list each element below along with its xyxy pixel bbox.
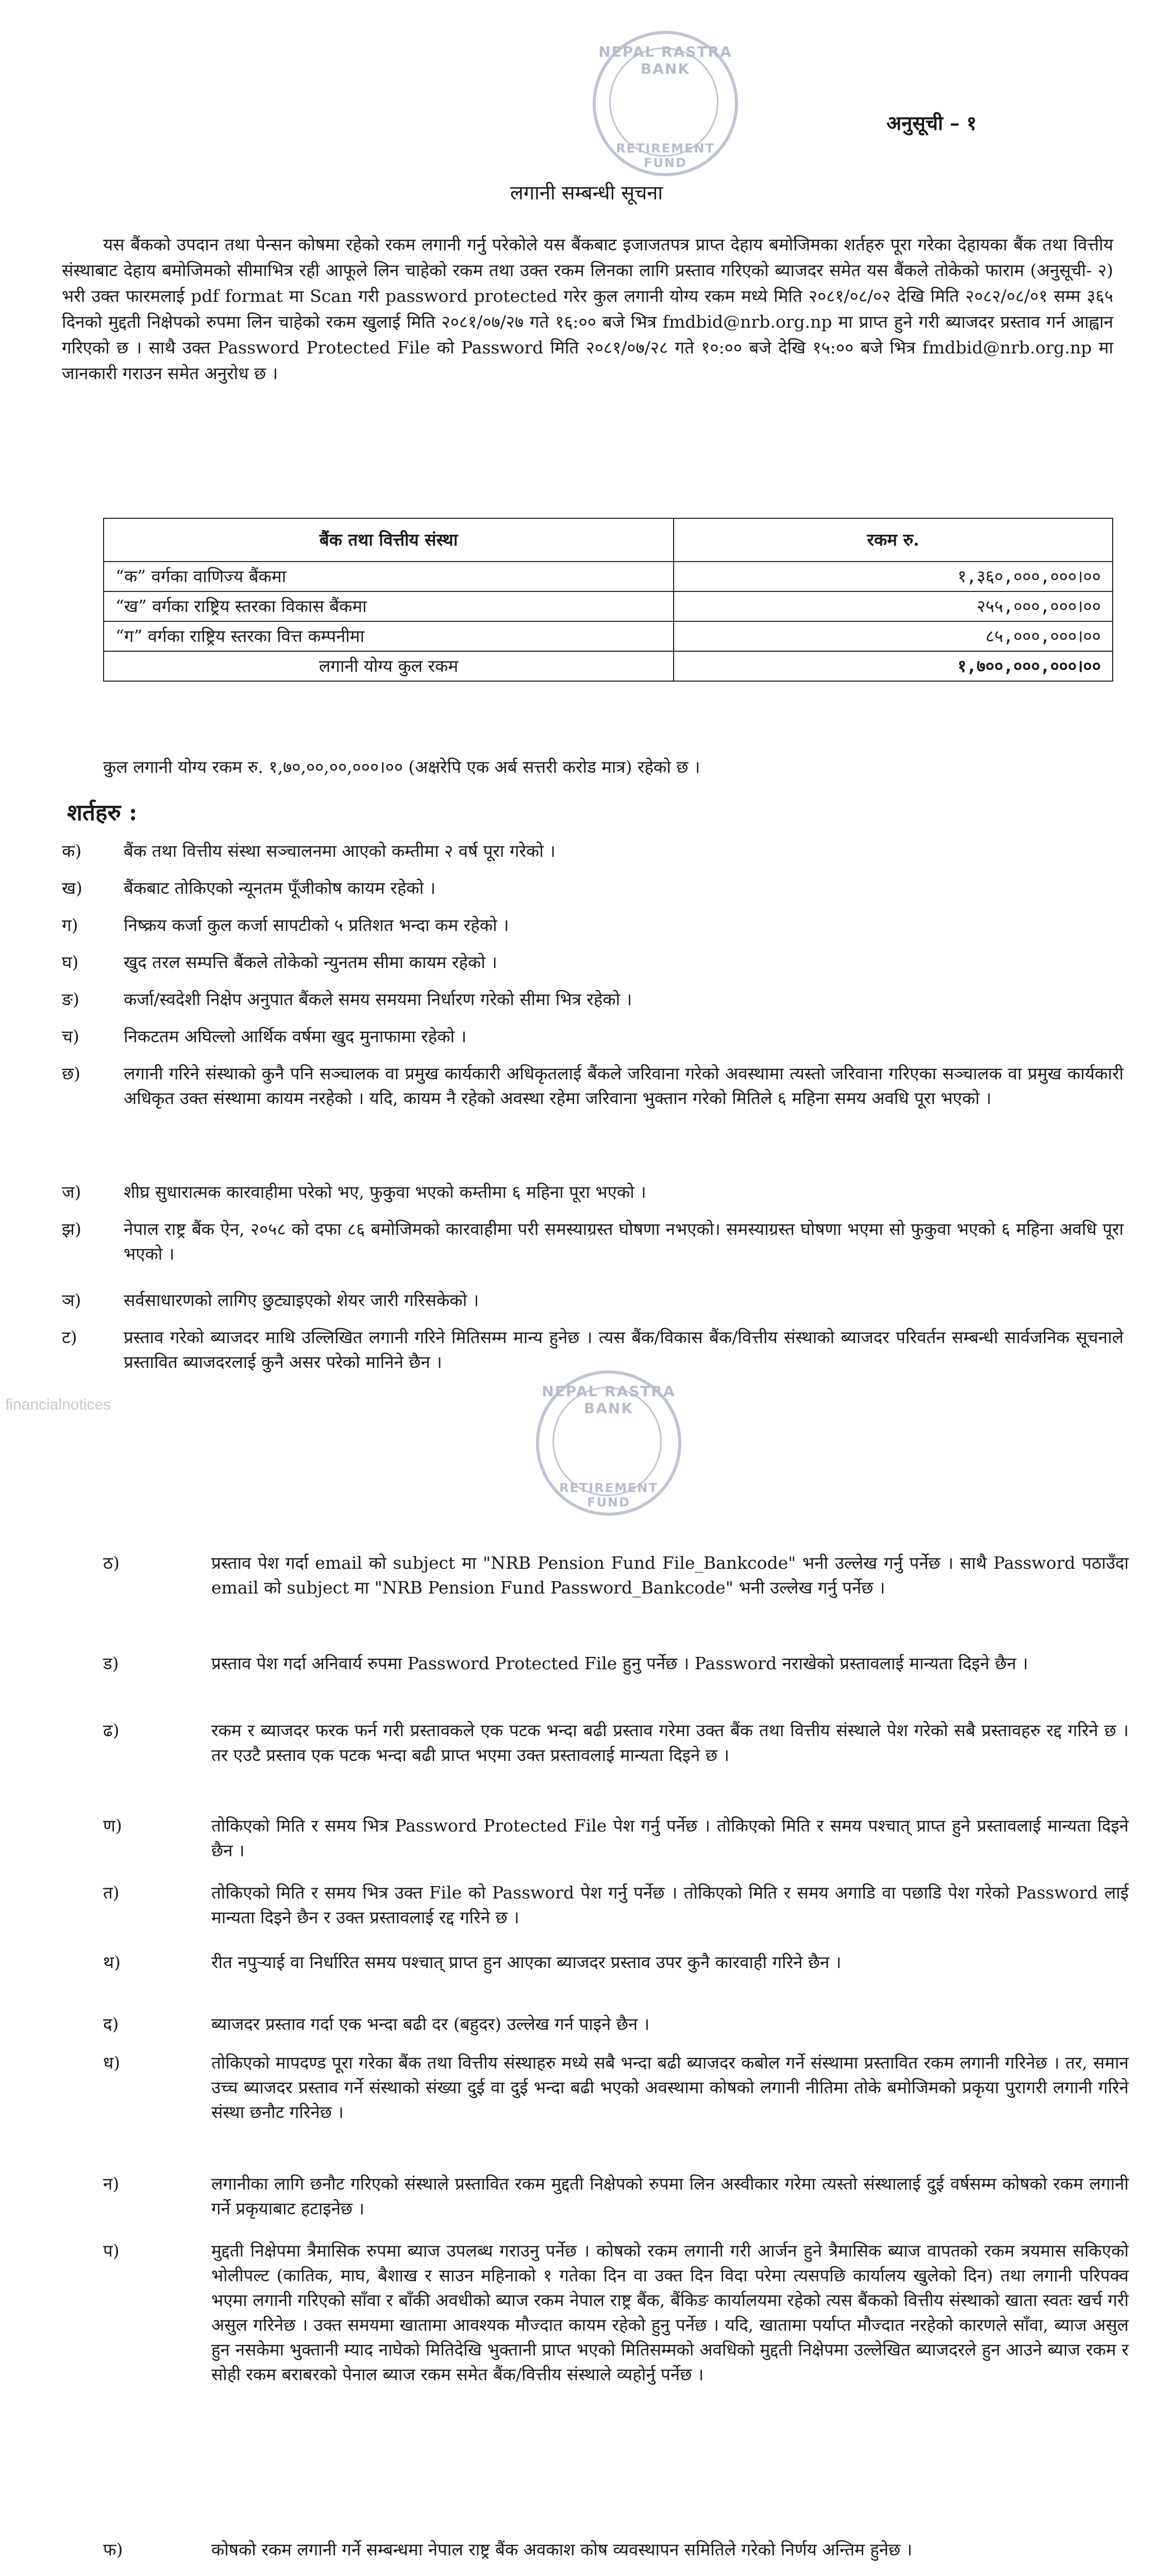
table-total-row (104, 651, 1113, 681)
intro-paragraph: यस बैंकको उपदान तथा पेन्सन कोषमा रहेको रकम लगानी गर्नु परेकोले यस बैंकबाट इजाजतपत्र प्राप्त देहाय बमोजिमका शर्तहरु पूरा गरेका देहायका बैंक तथा वित्तीय संस्थाबाट देहाय बमोजिमको सीमाभित्र रही आफूले लिन चाहेको रकम तथा उक्त रकम लिनका लागि प्रस्ताव गरिएको ब्याजदर समेत यस बैंकले तोकेको फाराम (अनुसूची- २) भरी उक्त फारमलाई pdf format मा Scan गरी password protected गरेर कुल लगानी योग्य रकम मध्ये मिति २०८१/०८/०२ देखि मिति २०८२/०८/०१ सम्म ३६५ दिनको मुद्दती निक्षेपको रुपमा लिन चाहेको रकम खुलाई मिति २०८१/०७/२७ गते १६:०० बजे भित्र fmdbid@nrb.org.np मा प्राप्त हुने गरी ब्याजदर प्रस्ताव गर्न आह्वान गरिएको छ । साथै उक्त Password Protected File को Password मिति २०८१/०७/२८ गते १०:०० बजे देखि १५:०० बजे भित्र fmdbid@nrb.org.np मा जानकारी गराउन समेत अनुरोध छ । (62, 234, 1113, 383)
seal-bottom-text: RETIREMENT FUND (616, 141, 715, 170)
condition-key: न) (103, 2174, 120, 2194)
condition-key: द) (103, 2014, 119, 2034)
condition-key: ङ) (62, 989, 79, 1009)
table-total-label: लगानी योग्य कुल रकम (104, 651, 674, 681)
condition-key: ण) (103, 1816, 122, 1836)
table-cell-amount: ८५,०००,०००।०० (674, 621, 1113, 651)
condition-text: रीत नपुर्‍याई वा निर्धारित समय पश्चात् प्राप्त हुन आएका ब्याजदर प्रस्ताव उपर कुनै कारवाही गरिने छैन । (211, 1952, 842, 1972)
condition-key: ख) (62, 878, 82, 898)
condition-key: क) (62, 841, 82, 861)
condition-key: ध) (103, 2053, 121, 2073)
annex-label: अनुसूची – १ (886, 111, 977, 134)
condition-text: शीघ्र सुधारात्मक कारवाहीमा परेको भए, फुकुवा भएको कम्तीमा ६ महिना पूरा भएको । (124, 1182, 646, 1202)
condition-text: सर्वसाधारणको लागिए छुट्याइएको शेयर जारी गरिसकेको । (124, 1290, 479, 1310)
condition-text: ब्याजदर प्रस्ताव गर्दा एक भन्दा बढी दर (बहुदर) उल्लेख गर्न पाइने छैन । (211, 2014, 650, 2034)
condition-key: ञ) (62, 1290, 81, 1310)
table-cell-amount: १,३६०,०००,०००।०० (674, 562, 1113, 591)
condition-text: तोकिएको मापदण्ड पूरा गरेका बैंक तथा वित्तीय संस्थाहरु मध्ये सबै भन्दा बढी ब्याजदर कबोल गर्ने संस्थामा प्रस्तावित रकम लगानी गरिनेछ । तर, समान उच्च ब्याजदर प्रस्ताव गर्ने संस्थाको संख्या दुई वा दुई भन्दा बढी भएको अवस्थामा कोषको लगानी नीतिमा तोके बमोजिमको प्रकृया पुरागरी लगानी गरिने संस्था छनौट गरिनेछ । (211, 2053, 1129, 2122)
condition-key: थ) (103, 1952, 121, 1972)
condition-text: खुद तरल सम्पत्ति बैंकले तोकेको न्युनतम सीमा कायम रहेको । (124, 952, 497, 972)
condition-key: फ) (103, 2539, 123, 2560)
condition-key: ढ) (103, 1720, 120, 1740)
investment-table (103, 518, 1113, 682)
condition-key: प) (103, 2241, 120, 2261)
condition-key: ट) (62, 1327, 77, 1347)
condition-text: निकटतम अघिल्लो आर्थिक वर्षमा खुद मुनाफामा रहेको । (124, 1026, 467, 1046)
condition-text: लगानी गरिने संस्थाको कुनै पनि सञ्चालक वा प्रमुख कार्यकारी अधिकृतलाई बैंकले जरिवाना गरेको अवस्थामा त्यस्तो जरिवाना गरिएका सञ्चालक वा प्रमुख कार्यकारी अधिकृत उक्त संस्थामा कायम नरहेको । यदि, कायम नै रहेको अवस्था रहेमा जरिवाना भुक्तान गरेको मितिले ६ महिना समय अवधि पूरा भएको । (124, 1063, 1124, 1108)
table-header-row (104, 518, 1113, 562)
condition-text: निष्क्रय कर्जा कुल कर्जा सापटीको ५ प्रतिशत भन्दा कम रहेको । (124, 915, 509, 935)
condition-text: प्रस्ताव पेश गर्दा email को subject मा "NRB Pension Fund File_Bankcode" भनी उल्लेख गर्नु पर्नेछ । साथै Password पठाउँदा email को subject मा "NRB Pension Fund Password_Bankcode" भनी उल्लेख गर्नु पर्नेछ । (211, 1553, 1129, 1598)
condition-text: प्रस्ताव पेश गर्दा अनिवार्य रुपमा Password Protected File हुनु पर्नेछ । Password नराखेको प्रस्तावलाई मान्यता दिइने छैन । (211, 1653, 1028, 1673)
table-cell-institution: “ग” वर्गका राष्ट्रिय स्तरका वित्त कम्पनीमा (104, 621, 674, 651)
condition-text: कर्जा/स्वदेशी निक्षेप अनुपात बैंकले समय समयमा निर्धारण गरेको सीमा भित्र रहेको । (124, 989, 632, 1009)
table-header-institution: बैंक तथा वित्तीय संस्था (104, 518, 674, 562)
watermark-left: financialnotices (5, 1396, 111, 1413)
condition-text: नेपाल राष्ट्र बैंक ऐन, २०५८ को दफा ८६ बमोजिमको कारवाहीमा परी समस्याग्रस्त घोषणा नभएको। समस्याग्रस्त घोषणा भएमा सो फुकुवा भएको ६ महिना अवधि पूरा भएको । (124, 1219, 1124, 1264)
condition-key: ठ) (103, 1553, 120, 1573)
total-note: कुल लगानी योग्य रकम रु. १,७०,००,००,०००।०० (अक्षरेपि एक अर्ब सत्तरी करोड मात्र) रहेको छ । (103, 757, 700, 777)
table-header-amount: रकम रु. (674, 518, 1113, 562)
condition-text: लगानीका लागि छनौट गरिएको संस्थाले प्रस्तावित रकम मुद्दती निक्षेपको रुपमा लिन अस्वीकार गरेमा त्यस्तो संस्थालाई दुई वर्षसम्म कोषको रकम लगानी गर्ने प्रकृयाबाट हटाइनेछ । (211, 2174, 1129, 2218)
nrb-retirement-fund-seal (593, 31, 738, 176)
condition-text: प्रस्ताव गरेको ब्याजदर माथि उल्लिखित लगानी गरिने मितिसम्म मान्य हुनेछ । त्यस बैंक/विकास बैंक/वित्तीय संस्थाको ब्याजदर परिवर्तन सम्बन्धी सार्वजनिक सूचनाले प्रस्तावित ब्याजदरलाई कुनै असर परेको मानिने छैन । (124, 1327, 1124, 1372)
condition-text: मुद्दती निक्षेपमा त्रैमासिक रुपमा ब्याज उपलब्ध गराउनु पर्नेछ । कोषको रकम लगानी गरी आर्जन हुने त्रैमासिक ब्याज वापतको रकम त्रयमास सकिएको भोलीपल्ट (कातिक, माघ, बैशाख र साउन महिनाको १ गतेका दिन वा उक्त दिन विदा परेमा त्यसपछि कार्यालय खुलेको दिन) तथा लगानी परिपक्व भएमा लगानी गरिएको साँवा र बाँकी अवधीको ब्याज रकम नेपाल राष्ट्र बैंक, बैंकिङ कार्यालयमा रहेको त्यस बैंकको वित्तीय संस्थाको खाता स्वतः खर्च गरी असुल गरिनेछ । उक्त समयमा खातामा आवश्यक मौज्दात कायम रहेको हुनु पर्नेछ । यदि, खातामा पर्याप्त मौज्दात नरहेको कारणले साँवा, ब्याज असुल हुन नसकेमा भुक्तानी म्याद नाघेको मितिदेखि भुक्तानी प्राप्त भएको मितिसम्मको अवधिको मुद्दती निक्षेपमा उल्लेखित ब्याजदरले हुन आउने ब्याज रकम र सोही रकम बराबरको पेनाल ब्याज रकम समेत बैंक/वित्तीय संस्थाले व्यहोर्नु पर्नेछ । (211, 2241, 1129, 2384)
page-title: लगानी सम्बन्धी सूचना (510, 181, 663, 204)
condition-key: ज) (62, 1182, 81, 1202)
table-cell-institution: “ख” वर्गका राष्ट्रिय स्तरका विकास बैंकमा (104, 591, 674, 621)
condition-text: बैंक तथा वित्तीय संस्था सञ्चालनमा आएको कम्तीमा २ वर्ष पूरा गरेको । (124, 841, 556, 861)
condition-text: तोकिएको मिति र समय भित्र उक्त File को Password पेश गर्नु पर्नेछ । तोकिएको मिति र समय अगाडि वा पछाडि पेश गरेको Password लाई मान्यता दिइने छैन र उक्त प्रस्तावलाई रद्द गरिने छ । (211, 1883, 1129, 1927)
table-total-amount: १,७००,०००,०००।०० (674, 651, 1113, 681)
condition-text: कोषको रकम लगानी गर्ने सम्बन्धमा नेपाल राष्ट्र बैंक अवकाश कोष व्यवस्थापन समितिले गरेको निर्णय अन्तिम हुनेछ । (211, 2539, 913, 2560)
condition-key: ड) (103, 1653, 119, 1673)
condition-key: झ) (62, 1219, 81, 1239)
condition-key: ग) (62, 915, 78, 935)
table-cell-amount: २५५,०००,०००।०० (674, 591, 1113, 621)
condition-key: त) (103, 1883, 120, 1903)
table-row (104, 621, 1113, 651)
table-row (104, 591, 1113, 621)
seal-bottom-text: RETIREMENT FUND (559, 1481, 658, 1510)
condition-key: घ) (62, 952, 79, 972)
condition-text: तोकिएको मिति र समय भित्र Password Protected File पेश गर्नु पर्नेछ । तोकिएको मिति र समय पश्चात् प्राप्त हुने प्रस्तावलाई मान्यता दिइने छैन । (211, 1816, 1129, 1860)
condition-key: च) (62, 1026, 79, 1046)
seal-top-text: NEPAL RASTRA BANK (598, 43, 732, 77)
condition-text: रकम र ब्याजदर फरक फर्न गरी प्रस्तावकले एक पटक भन्दा बढी प्रस्ताव गरेमा उक्त बैंक तथा वित्तीय संस्थाले पेश गरेको सबै प्रस्तावहरु रद्द गरिने छ । तर एउटै प्रस्ताव एक पटक भन्दा बढी प्राप्त भएमा उक्त प्रस्तावलाई मान्यता दिइने छ । (211, 1720, 1129, 1765)
conditions-heading: शर्तहरु : (67, 800, 138, 826)
nrb-retirement-fund-seal-2 (536, 1370, 681, 1516)
seal-top-text: NEPAL RASTRA BANK (542, 1383, 676, 1417)
table-row (104, 562, 1113, 591)
condition-text: बैंकबाट तोकिएको न्यूनतम पूँजीकोष कायम रहेको । (124, 878, 436, 898)
condition-key: छ) (62, 1063, 81, 1083)
table-cell-institution: “क” वर्गका वाणिज्य बैंकमा (104, 562, 674, 591)
